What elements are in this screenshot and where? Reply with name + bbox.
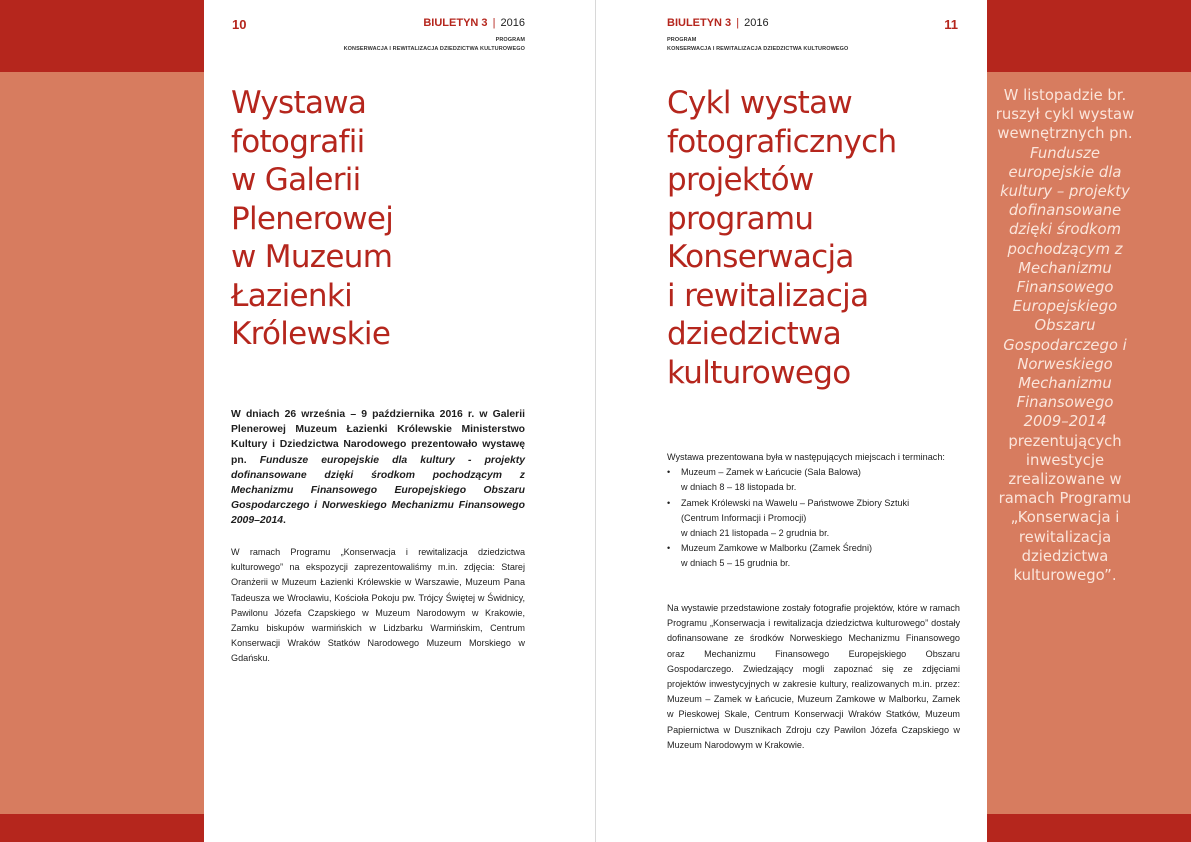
right-body-text: Na wystawie przedstawione zostały fotografie projektów, które w ramach Programu „Konserwacja i rewitalizacja dziedzictwa kulturowego” dostały dofinansowane ze środków Norweskiego Mechanizmu Finansowego oraz Mechanizmu Finansowego Europejskiego Obszaru Gospodarczego. Zwiedzający mogli zapoznać się ze zdjęciami projektów inwestycyjnych w zakresie kultury, realizowanych m.in. przez: Muzeum – Zamek w Łańcucie, Muzeum Zamkowe w Malborku, Zamek w Pieskowej Skale, Centrum Konserwacji Wraków Statków, Muzeum Papiernictwa w Dusznikach Zdroju czy Pawilon Józefa Czapskiego w Muzeum Narodowym w Krakowie. (667, 603, 960, 750)
venue-name: • Zamek Królewski na Wawelu – Państwowe Zbiory Sztuki (681, 497, 910, 508)
left-side-panel (0, 72, 204, 814)
title-line: kulturowego (667, 354, 851, 391)
right-header-program: PROGRAM (667, 37, 697, 43)
title-line: i rewitalizacja (667, 277, 869, 314)
right-top-band (987, 0, 1191, 72)
right-body-paragraph (667, 601, 960, 753)
venue-item (667, 541, 960, 571)
left-top-band (0, 0, 204, 72)
title-line: Wystawa (231, 85, 367, 121)
left-bulletin-label: BIULETYN 3 (423, 17, 488, 29)
right-bottom-band (987, 814, 1191, 842)
left-body-text: W ramach Programu „Konserwacja i rewitalizacja dziedzictwa kulturowego” na ekspozycji zaprezentowaliśmy m.in. zdjęcia: Starej Oranżerii w Muzeum Łazienki Królewskie w Warszawie, Muzeum Pana Tadeusza we Wrocławiu, Kościoła Pokoju pw. Trójcy Świętej w Świdnicy, Pawilonu Józefa Czapskiego w Muzeum Narodowym w Krakowie, Zamku biskupów warmińskich w Lidzbarku Warmińskim, Centrum Konserwacji Wraków Statków Narodowego Muzeum Morskiego w Gdańsku. (231, 547, 525, 664)
right-intro-text: Wystawa prezentowana była w następujących miejscach i terminach: (667, 452, 945, 462)
right-page (596, 0, 987, 842)
title-line: dziedzictwa (667, 316, 842, 352)
lead-italic-title: Fundusze europejskie dla kultury - projekty dofinansowane dzięki środkom pochodzącym z Mechanizmu Finansowego Europejskiego Obszaru Gospodarczego i Norweskiego Mechanizmu Finansowego 2009–2014 (231, 454, 525, 527)
venue-item (667, 465, 960, 495)
title-line: fotografii (231, 123, 365, 160)
venue-dates: w dniach 21 listopada – 2 grudnia br. (681, 528, 830, 539)
venue-list (667, 465, 960, 571)
right-page-title (667, 84, 896, 392)
venue-dates: w dniach 8 – 18 listopada br. (681, 482, 797, 493)
left-body-paragraph (231, 545, 525, 667)
right-header-bulletin (667, 17, 769, 29)
left-page-number: 10 (232, 17, 247, 32)
left-header-year: 2016 (500, 17, 525, 29)
venue-item (667, 496, 960, 542)
right-venues-block (667, 450, 960, 572)
title-line: Królewskie (231, 316, 391, 352)
left-page-title (231, 84, 393, 354)
title-line: programu (667, 200, 814, 237)
title-line: Łazienki (231, 277, 352, 314)
left-header-program: PROGRAM (495, 37, 525, 43)
title-line: fotograficznych (667, 123, 897, 160)
right-header-year: 2016 (744, 17, 769, 29)
left-header-program-name: KONSERWACJA I REWITALIZACJA DZIEDZICTWA KULTUROWEGO (343, 46, 525, 52)
title-line: Konserwacja (667, 239, 854, 275)
right-header-program-name: KONSERWACJA I REWITALIZACJA DZIEDZICTWA KULTUROWEGO (667, 46, 849, 52)
venue-name: • Muzeum – Zamek w Łańcucie (Sala Balowa) (681, 467, 861, 478)
left-page (204, 0, 595, 842)
left-header-bulletin (423, 17, 525, 29)
right-header-separator: | (736, 17, 740, 29)
title-line: projektów (667, 162, 814, 198)
title-line: w Muzeum (231, 239, 393, 275)
venue-subname: (Centrum Informacji i Promocji) (681, 512, 807, 523)
right-bulletin-label: BIULETYN 3 (667, 17, 732, 29)
lead-text: W dniach 26 września – 9 października 2016 r. w Galerii Plenerowej Muzeum Łazienki Królewskie Ministerstwo Kultury i Dziedzictwa Narodowego prezentowało wystawę pn. (231, 409, 525, 466)
sidebar-pullquote (995, 86, 1135, 585)
title-line: w Galerii (231, 162, 361, 198)
title-line: Plenerowej (231, 200, 394, 237)
left-header-separator: | (492, 17, 496, 29)
title-line: Cykl wystaw (667, 85, 853, 121)
sidebar-italic-title: Fundusze europejskie dla kultury – projekty dofinansowane dzięki środkom pochodzącym z Mechanizmu Finansowego Europejskiego Obszaru Gospodarczego i Norweskiego Mechanizmu Finansowego 2009–2014 (1000, 144, 1130, 431)
left-bottom-band (0, 814, 204, 842)
venue-name: • Muzeum Zamkowe w Malborku (Zamek Średni) (681, 543, 873, 554)
sidebar-text-end: prezentujących inwestycje zrealizowane w ramach Programu „Konserwacja i rewitalizacja dziedzictwa kulturowego”. (998, 432, 1132, 585)
right-page-number: 11 (944, 17, 958, 32)
lead-end: . (283, 515, 286, 527)
left-lead-paragraph (231, 407, 525, 529)
venue-dates: w dniach 5 – 15 grudnia br. (681, 558, 791, 569)
sidebar-text-start: W listopadzie br. ruszył cykl wystaw wewnętrznych pn. (995, 87, 1135, 143)
